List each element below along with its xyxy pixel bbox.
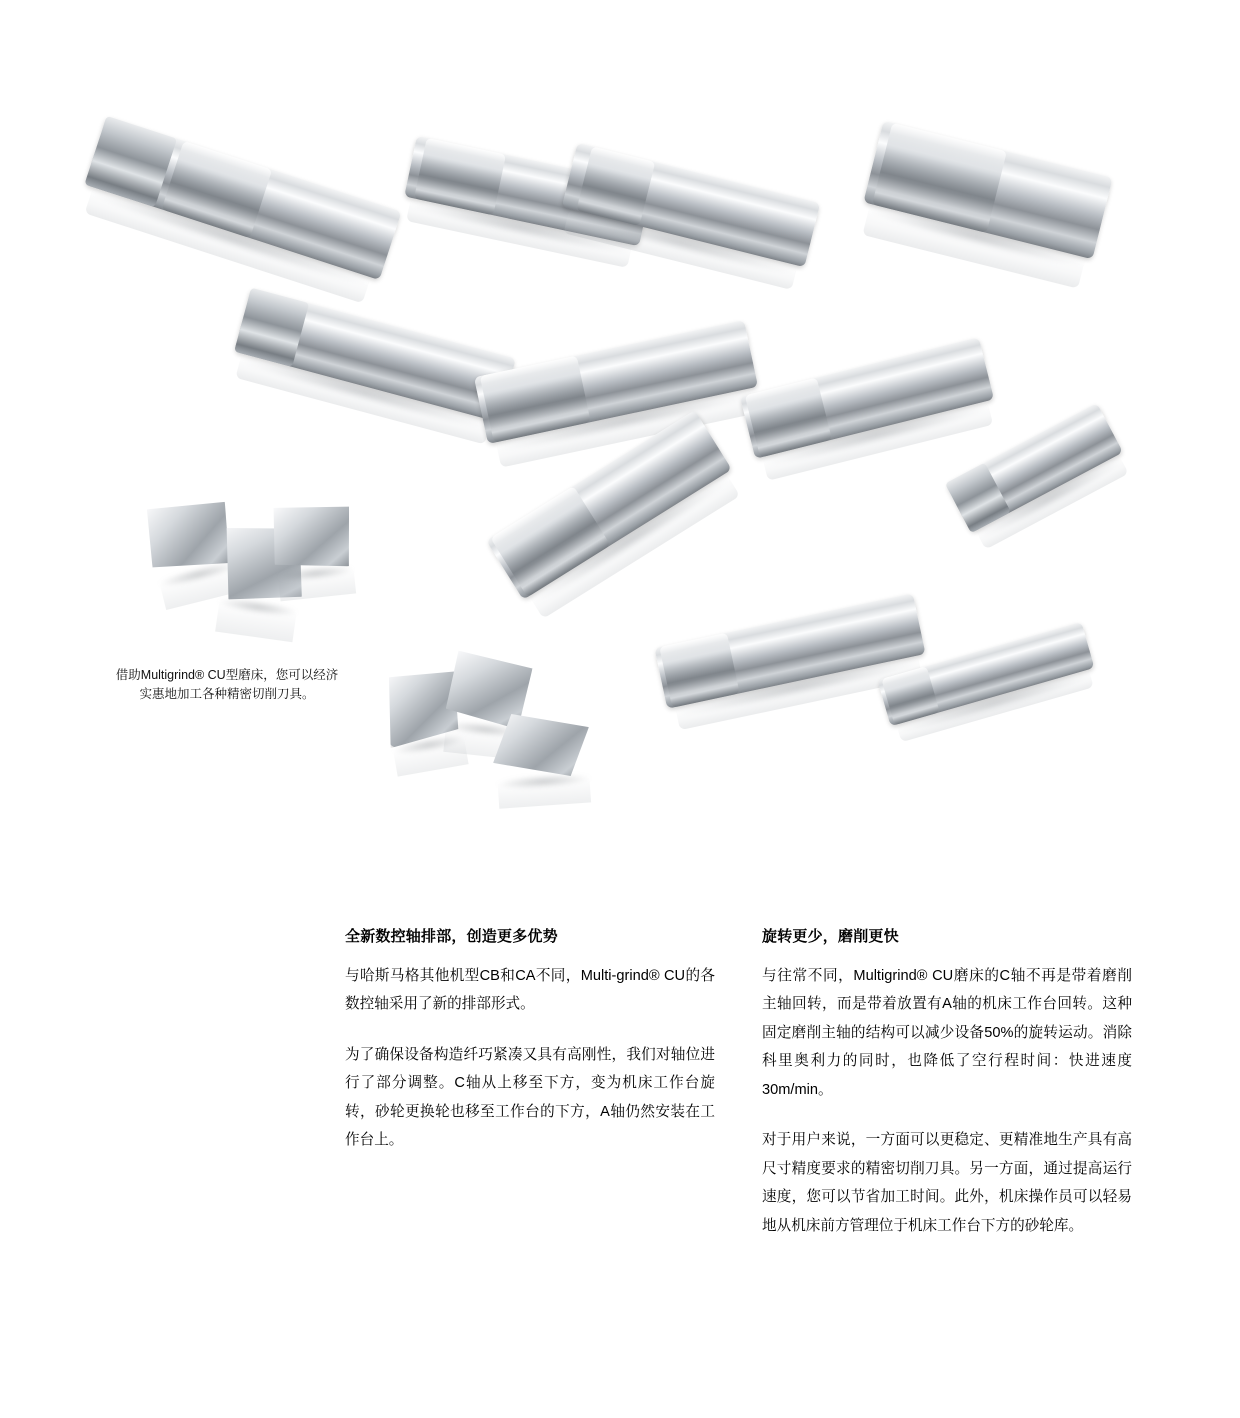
column-left-heading: 全新数控轴排部，创造更多优势 bbox=[345, 928, 558, 945]
milling-cutter-6 bbox=[740, 337, 994, 459]
milling-cutter-5 bbox=[474, 320, 758, 444]
thread-mill-1 bbox=[863, 121, 1112, 260]
insert-face bbox=[490, 709, 592, 782]
milling-cutter-1 bbox=[84, 116, 401, 280]
hero-caption: 借助Multigrind® CU型磨床，您可以经济实惠地加工各种精密切削刀具。 bbox=[115, 668, 339, 702]
column-right-paragraph-2: 对于用户来说，一方面可以更稳定、更精准地生产具有高尺寸精度要求的精密切削刀具。另一方面，通过提高运行速度，您可以节省加工时间。此外，机床操作员可以轻易地从机床前方管理位于机床工作台下方的砂轮库。 bbox=[762, 1132, 1132, 1234]
column-left bbox=[345, 925, 715, 1155]
column-left-paragraph-2: 为了确保设备构造纤巧紧凑又具有高刚性，我们对轴位进行了部分调整。C轴从上移至下方，变为机床工作台旋转，砂轮更换轮也移至工作台的下方，A轴仍然安装在工作台上。 bbox=[345, 1046, 715, 1149]
column-right-heading: 旋转更少，磨削更快 bbox=[762, 928, 899, 945]
insert-reflection bbox=[497, 775, 591, 809]
milling-cutter-4 bbox=[234, 288, 516, 423]
diamond-insert-1 bbox=[490, 709, 592, 782]
column-right-paragraph-1: 与往常不同，Multigrind® CU磨床的C轴不再是带着磨削主轴回转，而是带着放置有A轴的机床工作台回转。这种固定磨削主轴的结构可以减少设备50%的旋转运动。消除科里奥利力的同时，也降低了空行程时间：快进速度30m/min。 bbox=[762, 968, 1132, 1098]
indexable-insert-3 bbox=[269, 500, 355, 574]
column-right bbox=[762, 925, 1132, 1240]
column-left-paragraph-1: 与哈斯马格其他机型CB和CA不同，Multi-grind® CU的各数控轴采用了新的排部形式。 bbox=[345, 968, 715, 1013]
